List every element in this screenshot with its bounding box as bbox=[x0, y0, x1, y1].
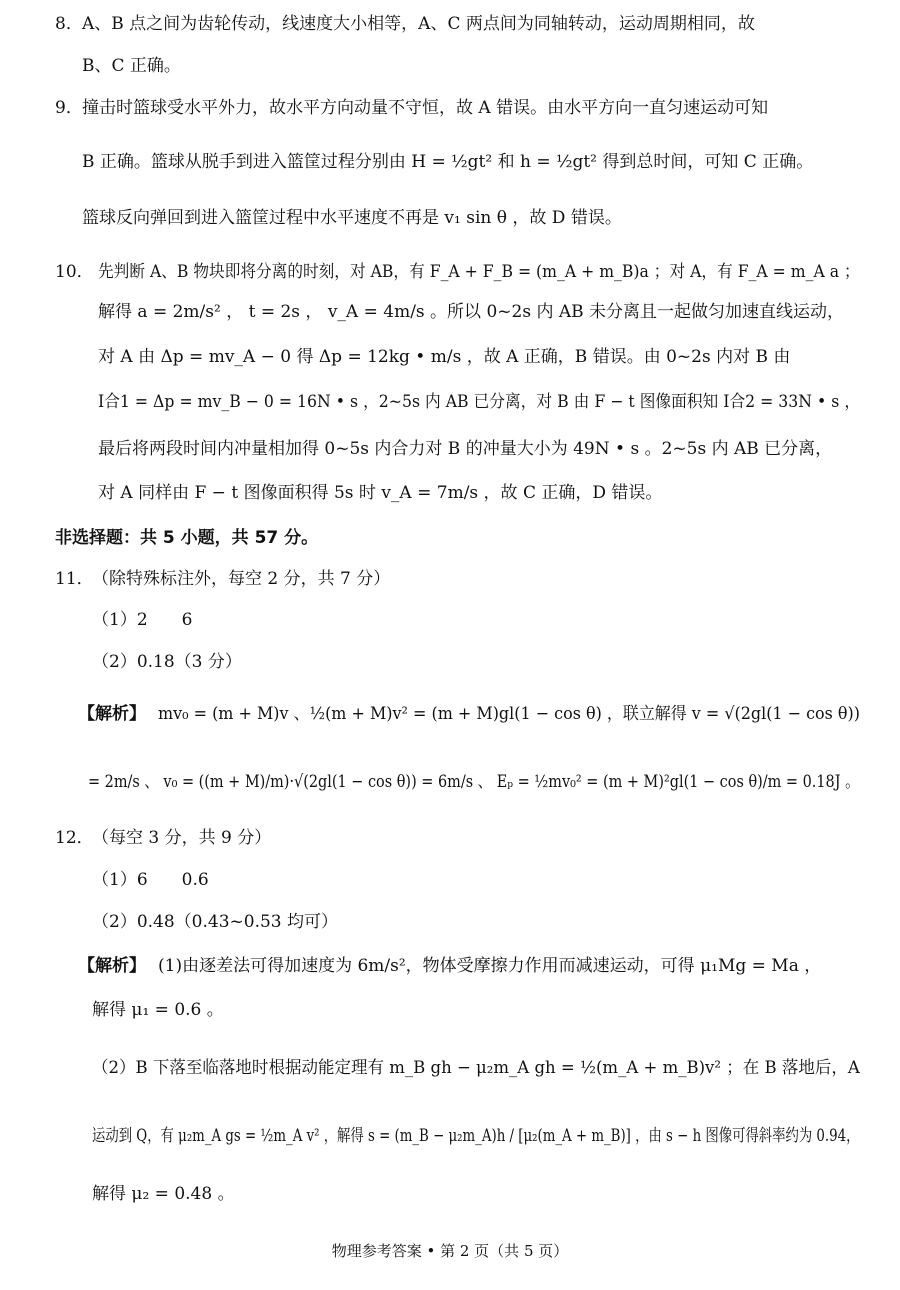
q11-analysis-line-2: = 2m/s 、 v₀ = ((m + M)/m)·√(2gl(1 − cos θ)) = 6m/s 、 Eₚ = ½mv₀² = (m + M)²gl(1 − cos θ)/m = 0.18J 。 bbox=[88, 772, 860, 792]
q9-line-3: 篮球反向弹回到进入篮筐过程中水平速度不再是 v₁ sin θ ，故 D 错误。 bbox=[82, 208, 622, 228]
q12-analysis-line-3: （2）B 下落至临落地时根据动能定理有 m_B gh − μ₂m_A gh = ½(m_A + m_B)v² ；在 B 落地后，A bbox=[92, 1058, 860, 1078]
q8-line-2: B、C 正确。 bbox=[82, 56, 181, 76]
q9-line-1: 撞击时篮球受水平外力，故水平方向动量不守恒，故 A 错误。由水平方向一直匀速运动可知 bbox=[82, 98, 769, 118]
q10-line-2: 解得 a = 2m/s² ， t = 2s ， v_A = 4m/s 。所以 0~2s 内 AB 未分离且一起做匀加速直线运动， bbox=[98, 302, 845, 322]
q11-analysis-line-1: mv₀ = (m + M)v 、½(m + M)v² = (m + M)gl(1 − cos θ) ，联立解得 v = √(2gl(1 − cos θ)) bbox=[158, 704, 860, 724]
q12-number: 12． bbox=[55, 828, 94, 848]
q12-header: （每空 3 分，共 9 分） bbox=[92, 828, 272, 848]
page-footer: 物理参考答案 • 第 2 页（共 5 页） bbox=[331, 1242, 569, 1260]
q11-number: 11． bbox=[55, 569, 94, 589]
q10-line-1: 先判断 A、B 物块即将分离的时刻，对 AB，有 F_A + F_B = (m_A + m_B)a ；对 A，有 F_A = m_A a ； bbox=[98, 262, 860, 282]
q12-answer-1: （1）6 0.6 bbox=[92, 870, 209, 890]
q11-answer-1: （1）2 6 bbox=[92, 610, 193, 630]
q10-line-5: 最后将两段时间内冲量相加得 0~5s 内合力对 B 的冲量大小为 49N • s 。2~5s 内 AB 已分离， bbox=[98, 439, 833, 459]
q8-line-1: A、B 点之间为齿轮传动，线速度大小相等，A、C 两点间为同轴转动，运动周期相同，故 bbox=[82, 14, 755, 34]
q12-analysis-line-5: 解得 μ₂ = 0.48 。 bbox=[92, 1184, 235, 1204]
q9-number: 9． bbox=[55, 98, 83, 118]
q9-line-2: B 正确。篮球从脱手到进入篮筐过程分别由 H = ½gt² 和 h = ½gt² 得到总时间，可知 C 正确。 bbox=[82, 152, 814, 172]
q12-analysis-label: 【解析】 bbox=[78, 956, 146, 976]
q11-answer-2: （2）0.18（3 分） bbox=[92, 652, 242, 672]
q12-analysis-line-4: 运动到 Q，有 μ₂m_A gs = ½m_A v² ，解得 s = (m_B − μ₂m_A)h / [μ₂(m_A + m_B)] ，由 s − h 图像可得斜率约为 0.94， bbox=[92, 1126, 860, 1146]
q12-answer-2: （2）0.48（0.43~0.53 均可） bbox=[92, 912, 339, 932]
q8-number: 8． bbox=[55, 14, 83, 34]
q10-line-4: I合1 = Δp = mv_B − 0 = 16N • s ，2~5s 内 AB 已分离，对 B 由 F − t 图像面积知 I合2 = 33N • s ， bbox=[98, 392, 861, 412]
q12-analysis-line-1: (1)由逐差法可得加速度为 6m/s²，物体受摩擦力作用而减速运动，可得 μ₁Mg = Ma ， bbox=[158, 956, 822, 976]
q10-number: 10． bbox=[55, 262, 94, 282]
section-title: 非选择题：共 5 小题，共 57 分。 bbox=[55, 528, 319, 548]
q10-line-3: 对 A 由 Δp = mv_A − 0 得 Δp = 12kg • m/s ，故 A 正确，B 错误。由 0~2s 内对 B 由 bbox=[98, 347, 791, 367]
q11-analysis-label: 【解析】 bbox=[78, 704, 146, 724]
q12-analysis-line-2: 解得 μ₁ = 0.6 。 bbox=[92, 1000, 224, 1020]
q11-header: （除特殊标注外，每空 2 分，共 7 分） bbox=[92, 569, 391, 589]
q10-line-6: 对 A 同样由 F − t 图像面积得 5s 时 v_A = 7m/s ，故 C 正确，D 错误。 bbox=[98, 483, 663, 503]
